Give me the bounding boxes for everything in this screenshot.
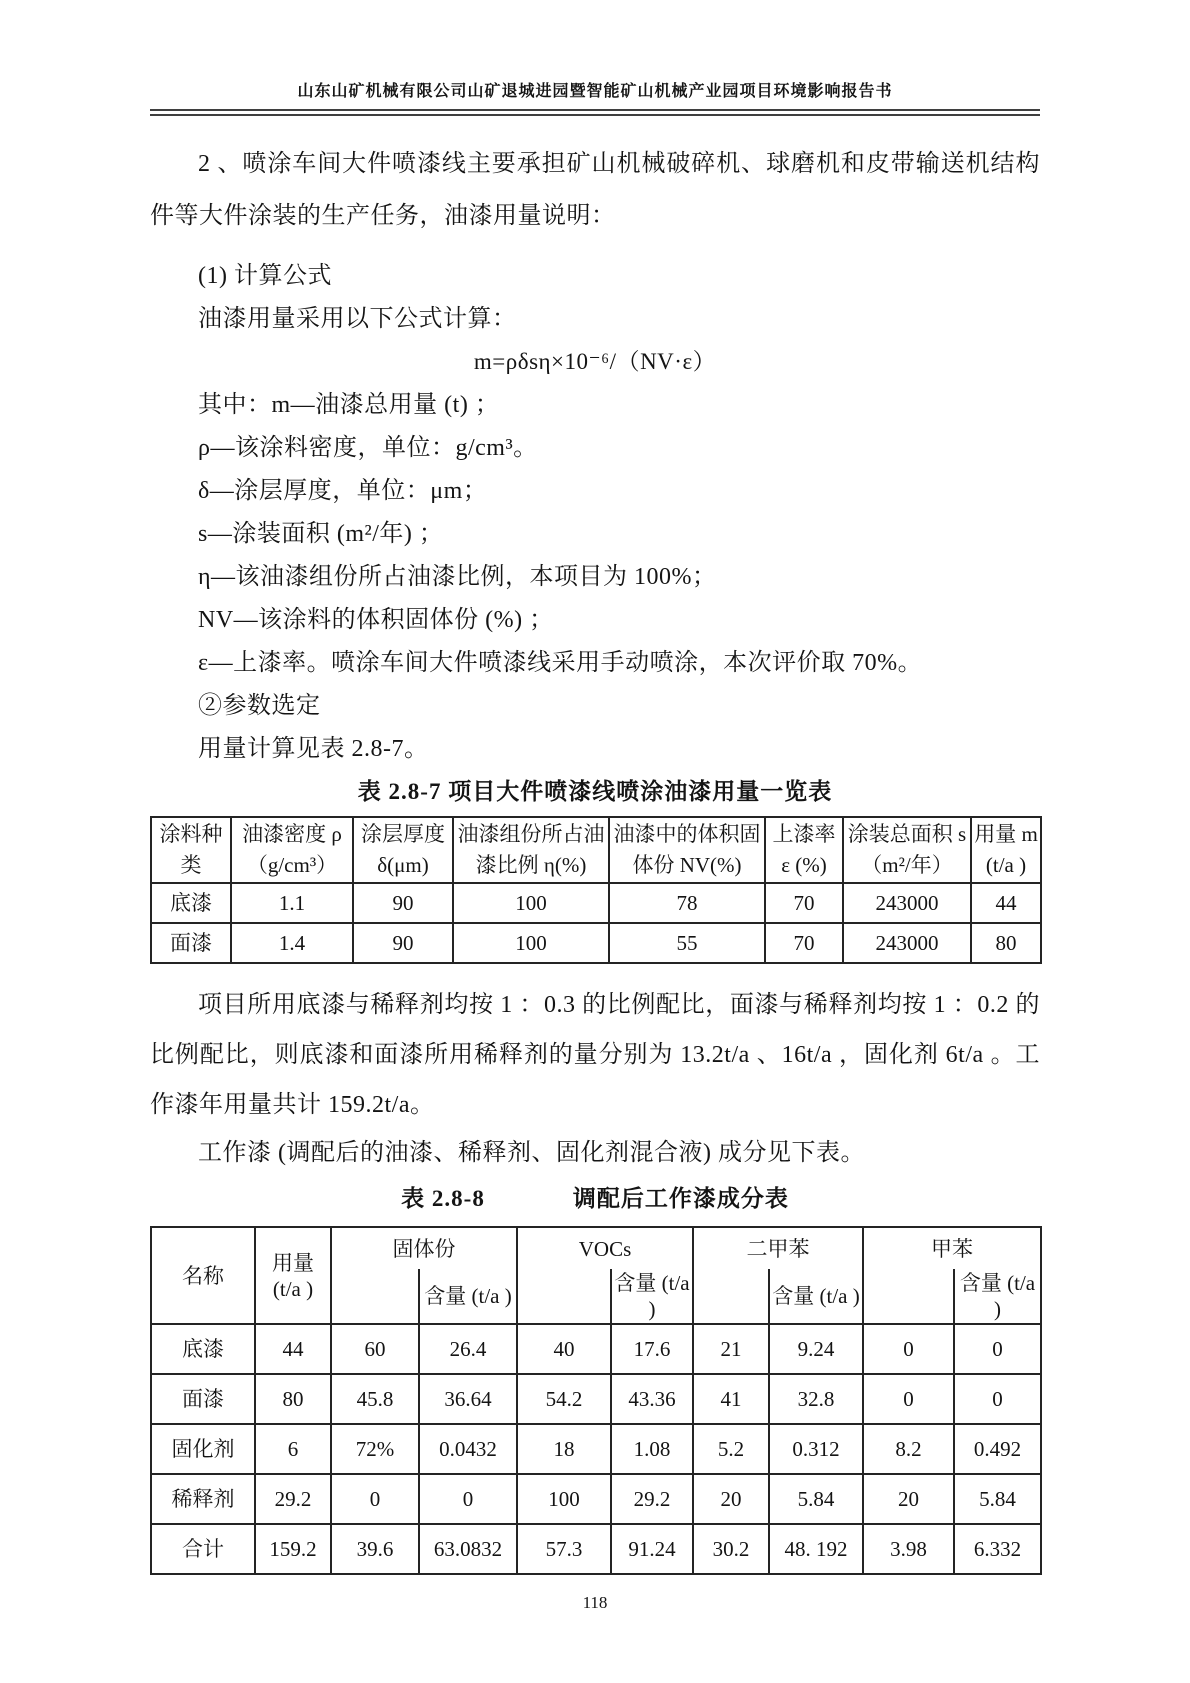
table-work-paint-composition [150,1226,1042,1575]
var-def-eta: η—该油漆组份所占油漆比例，本项目为 100%； [198,564,717,590]
table-cell: 44 [255,1324,331,1374]
header-divider [150,109,1040,116]
table-cell: 39.6 [331,1524,419,1574]
table-paint-usage [150,816,1042,964]
table2-row-hardener [151,1424,1041,1474]
table-cell: 72% [331,1424,419,1474]
table-cell: 6.332 [954,1524,1041,1574]
table-cell: 1.1 [231,883,353,923]
table-cell: 100 [517,1474,611,1524]
table-cell: 44 [971,883,1041,923]
table2-row-thinner [151,1474,1041,1524]
column-header-solid-volume: 油漆中的体积固体份 NV(%) [609,817,765,883]
column-header-name: 名称 [151,1227,255,1324]
table-cell: 0 [331,1474,419,1524]
table-cell: 0 [419,1474,517,1524]
table-cell: 43.36 [611,1374,693,1424]
table-cell: 70 [765,883,843,923]
table-cell: 18 [517,1424,611,1474]
subheader-content-toluene: 含量 (t/a ) [954,1269,1041,1324]
subheader-content-vocs: 含量 (t/a ) [611,1269,693,1324]
table-cell: 60 [331,1324,419,1374]
column-header-total-area: 涂装总面积 s（m²/年） [843,817,971,883]
table-cell: 5.2 [693,1424,769,1474]
table-cell: 9.24 [769,1324,863,1374]
table-cell: 稀释剂 [151,1474,255,1524]
table-cell: 54.2 [517,1374,611,1424]
column-header-coating-rate: 上漆率 ε (%) [765,817,843,883]
table-cell: 5.84 [954,1474,1041,1524]
paint-usage-formula: m=ρδsη×10⁻⁶/（NV·ε） [473,349,717,374]
table-cell: 90 [353,883,453,923]
table-cell: 0 [863,1374,954,1424]
table-cell: 0.312 [769,1424,863,1474]
table2-row-topcoat [151,1374,1041,1424]
table-cell: 17.6 [611,1324,693,1374]
column-header-amount: 用量 (t/a ) [255,1227,331,1324]
table-cell: 0.492 [954,1424,1041,1474]
table-cell: 57.3 [517,1524,611,1574]
table-cell: 55 [609,923,765,963]
table1-row-topcoat [151,923,1041,963]
table-cell: 78 [609,883,765,923]
table-cell: 243000 [843,923,971,963]
table-cell: 70 [765,923,843,963]
table2-title-label: 表 2.8-8 [401,1186,485,1211]
table-cell: 0 [954,1324,1041,1374]
paragraph-work-paint: 工作漆 (调配后的油漆、稀释剂、固化剂混合液) 成分见下表。 [198,1140,865,1166]
column-header-usage: 用量 m (t/a ) [971,817,1041,883]
group-header-xylene: 二甲苯 [693,1227,863,1269]
subheader-blank [863,1269,954,1324]
table-cell: 6 [255,1424,331,1474]
table1-row-primer [151,883,1041,923]
table-cell: 159.2 [255,1524,331,1574]
heading-calc-formula: (1) 计算公式 [198,263,332,289]
var-def-epsilon: ε—上漆率。喷涂车间大件喷漆线采用手动喷涂，本次评价取 70%。 [198,650,923,676]
document-header-title: 山东山矿机械有限公司山矿退城进园暨智能矿山机械产业园项目环境影响报告书 [297,83,893,100]
column-header-thickness: 涂层厚度 δ(μm) [353,817,453,883]
table-cell: 29.2 [611,1474,693,1524]
table-cell: 63.0832 [419,1524,517,1574]
paragraph-ratio-mix: 项目所用底漆与稀释剂均按 1 ：0.3 的比例配比，面漆与稀释剂均按 1 ：0.2 的比例配比，则底漆和面漆所用稀释剂的量分别为 13.2t/a 、16t/a ，固化剂 6t/a 。工作漆年用量共计 159.2t/a。 [150,992,1040,1118]
table-cell: 8.2 [863,1424,954,1474]
table-cell: 20 [863,1474,954,1524]
table-cell: 30.2 [693,1524,769,1574]
table-cell: 合计 [151,1524,255,1574]
group-header-solids: 固体份 [331,1227,517,1269]
table-cell: 5.84 [769,1474,863,1524]
column-header-ratio: 油漆组份所占油漆比例 η(%) [453,817,609,883]
subheader-content-solids: 含量 (t/a ) [419,1269,517,1324]
table-cell: 底漆 [151,1324,255,1374]
table-cell: 26.4 [419,1324,517,1374]
table-cell: 41 [693,1374,769,1424]
var-def-delta: δ—涂层厚度，单位：μm； [198,478,488,504]
table-cell: 32.8 [769,1374,863,1424]
subheader-blank [693,1269,769,1324]
table-cell: 固化剂 [151,1424,255,1474]
heading-param-selection: ②参数选定 [198,693,321,719]
group-header-vocs: VOCs [517,1227,693,1269]
var-def-m: 其中：m—油漆总用量 (t) ； [198,392,500,418]
table-cell: 0.0432 [419,1424,517,1474]
table-cell: 90 [353,923,453,963]
table-cell: 100 [453,883,609,923]
table2-title-text: 调配后工作漆成分表 [572,1186,789,1211]
group-header-toluene: 甲苯 [863,1227,1041,1269]
table-cell: 45.8 [331,1374,419,1424]
table-cell: 36.64 [419,1374,517,1424]
table2-header-group-row [151,1227,1041,1269]
table-cell: 1.08 [611,1424,693,1474]
paragraph-table1-ref: 用量计算见表 2.8-7。 [198,736,429,762]
table-cell: 48. 192 [769,1524,863,1574]
table-cell: 80 [971,923,1041,963]
table-cell: 100 [453,923,609,963]
column-header-density: 油漆密度 ρ（g/cm³） [231,817,353,883]
table-cell: 40 [517,1324,611,1374]
column-header-paint-type: 涂料种类 [151,817,231,883]
table-cell: 91.24 [611,1524,693,1574]
table-cell: 底漆 [151,883,231,923]
table-cell: 243000 [843,883,971,923]
table-cell: 面漆 [151,923,231,963]
table-cell: 20 [693,1474,769,1524]
table-cell: 21 [693,1324,769,1374]
table-cell: 0 [863,1324,954,1374]
var-def-s: s—涂装面积 (m²/年) ； [198,521,444,547]
var-def-nv: NV—该涂料的体积固体份 (%) ； [198,607,554,633]
table-cell: 0 [954,1374,1041,1424]
paragraph-calc-intro: 油漆用量采用以下公式计算： [198,306,517,332]
table2-title [150,1184,1040,1214]
table-cell: 3.98 [863,1524,954,1574]
table1-header-row [151,817,1041,883]
subheader-content-xylene: 含量 (t/a ) [769,1269,863,1324]
table-cell: 面漆 [151,1374,255,1424]
table2-row-total [151,1524,1041,1574]
table-cell: 80 [255,1374,331,1424]
page-number: 118 [582,1593,608,1612]
table-cell: 29.2 [255,1474,331,1524]
subheader-blank [517,1269,611,1324]
paragraph-intro: 2 、喷涂车间大件喷漆线主要承担矿山机械破碎机、球磨机和皮带输送机结构件等大件涂装的生产任务，油漆用量说明： [150,151,1040,229]
table1-title: 表 2.8-7 项目大件喷漆线喷涂油漆用量一览表 [357,779,833,804]
table2-row-primer [151,1324,1041,1374]
table-cell: 1.4 [231,923,353,963]
subheader-blank [331,1269,419,1324]
var-def-rho: ρ—该涂料密度，单位：g/cm³。 [198,435,538,461]
